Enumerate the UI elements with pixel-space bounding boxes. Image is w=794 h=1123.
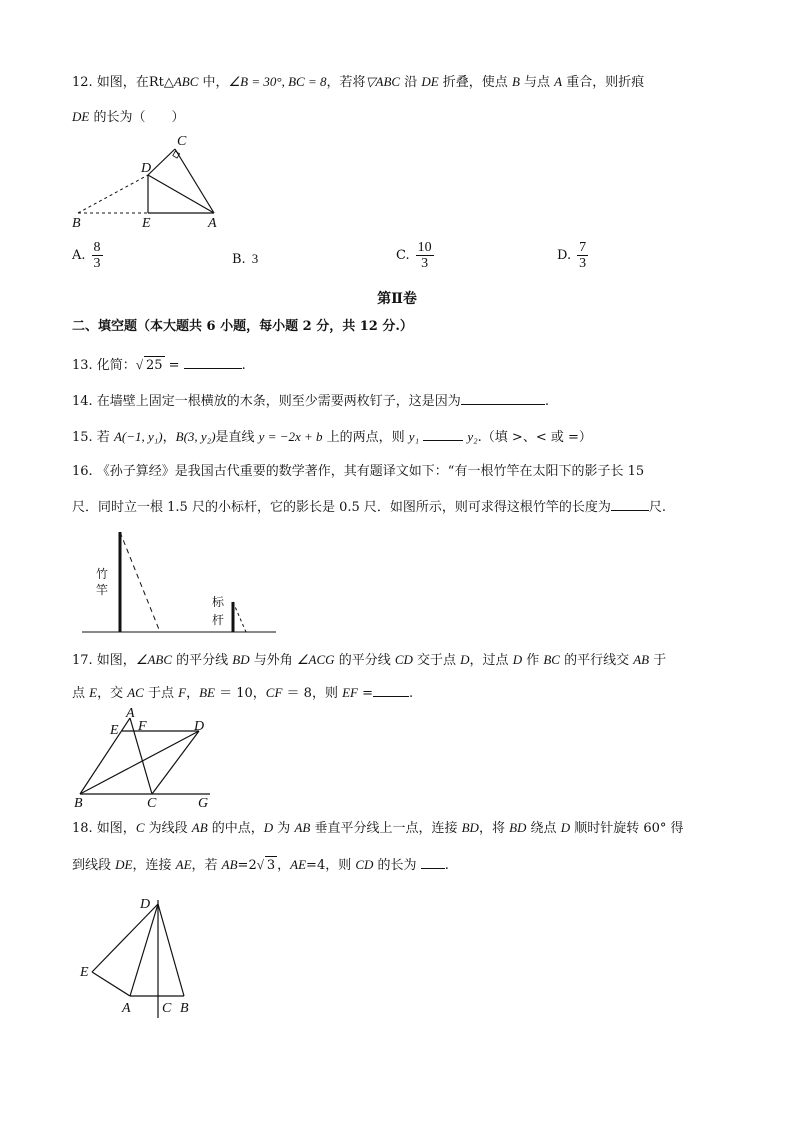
q18-label-e: E [80,965,89,980]
q18-answer-blank[interactable] [421,854,445,869]
q17-answer-blank[interactable] [373,682,409,697]
q12-label-e: E [142,216,151,231]
q18-line1: 18. 如图，C 为线段 AB 的中点，D 为 AB 垂直平分线上一点，连接 BD，将 BD 绕点 D 顺时针旋转 60° 得 [72,820,684,836]
q15: 15. 若 A(−1, y₁)，B(3, y₂)是直线 y = −2x + b 上的两点，则 y₁ y₂.（填 >、< 或 =） [72,426,592,447]
q18-segment-ea [92,972,130,996]
q12-option-d[interactable]: D. $\frac{7}{3}$ [557,240,587,271]
q15-answer-blank[interactable] [423,426,463,441]
q18-line2: 到线段 DE，连接 AE，若 AB=2√ 3 ，AE=4，则 CD 的长为 . [72,854,449,875]
q12-option-c[interactable]: C. $\frac{10}{3}$ [396,240,432,271]
q12-label-d: D [141,161,152,176]
q17-label-f: F [138,719,147,734]
q17-label-b: B [74,796,83,811]
q17-label-e: E [110,723,119,738]
q17-label-g: G [198,796,209,811]
q12-option-b[interactable]: B. 3 [232,251,259,267]
q16-answer-blank[interactable] [611,496,649,511]
q12-label-a: A [208,216,217,231]
q18-segment-db [158,904,184,996]
q12-side-dc [148,149,175,175]
part2-title: 二、填空题（本大题共 6 小题，每小题 2 分，共 12 分.） [72,319,413,334]
q17-line1: 17. 如图，∠ABC 的平分线 BD 与外角 ∠ACG 的平分线 CD 交于点 D，过点 D 作 BC 的平行线交 AB 于 [72,652,667,668]
q16-line1: 16. 《孙子算经》是我国古代重要的数学著作，其有题译文如下：“有一根竹竿在太阳下的影子长 15 [72,464,645,479]
q12-label-c: C [177,134,187,149]
q16-rod-shadow-ray [233,602,246,632]
q18-label-a: A [122,1001,131,1016]
q13-answer-blank[interactable] [184,354,242,369]
q18-figure [76,892,206,1022]
q18-label-b: B [180,1001,189,1016]
q16-label-pole-2: 竿 [96,583,109,597]
q17-line-cd [152,731,199,794]
q12-line1: 12. 如图，在Rt△ABC 中，∠B = 30°, BC = 8，若将▽ABC 沿 DE 折叠，使点 B 与点 A 重合，则折痕 [72,74,645,90]
section-title: 第Ⅱ卷 [377,291,417,307]
q12-dashed-bd [78,175,148,213]
q16-label-rod-2: 杆 [212,613,225,627]
q18-label-d: D [140,897,151,912]
q14: 14. 在墙壁上固定一根横放的木条，则至少需要两枚钉子，这是因为 . [72,390,549,411]
q12-line2: DE 的长为（ ） [72,109,185,125]
q12-figure [70,135,230,235]
q12-label-b: B [72,216,81,231]
q16-label-pole-1: 竹 [96,567,109,581]
q12-segment-da [148,175,214,213]
q17-label-d: D [194,719,205,734]
q17-line-bd [80,731,199,794]
q12-option-a[interactable]: A. $\frac{8}{3}$ [72,240,101,271]
q16-line2: 尺．同时立一根 1.5 尺的小标杆，它的影长是 0.5 尺．如图所示，则可求得这根竹竿的长度为 尺. [72,496,666,517]
q12-side-ac [175,149,214,213]
q17-line-ab [80,718,130,794]
q16-label-rod-1: 标 [212,595,225,609]
q16-figure [80,528,280,636]
q13: 13. 化简：√ 25 = . [72,354,246,375]
q17-label-a: A [126,706,135,721]
q17-figure [72,706,222,810]
q16-pole-shadow-ray [120,532,160,632]
q17-label-c: C [147,796,157,811]
q17-line2: 点 E，交 AC 于点 F，BE ＝ 10，CF ＝ 8，则 EF = . [72,682,413,703]
q18-label-c: C [162,1001,172,1016]
q14-answer-blank[interactable] [461,390,545,405]
